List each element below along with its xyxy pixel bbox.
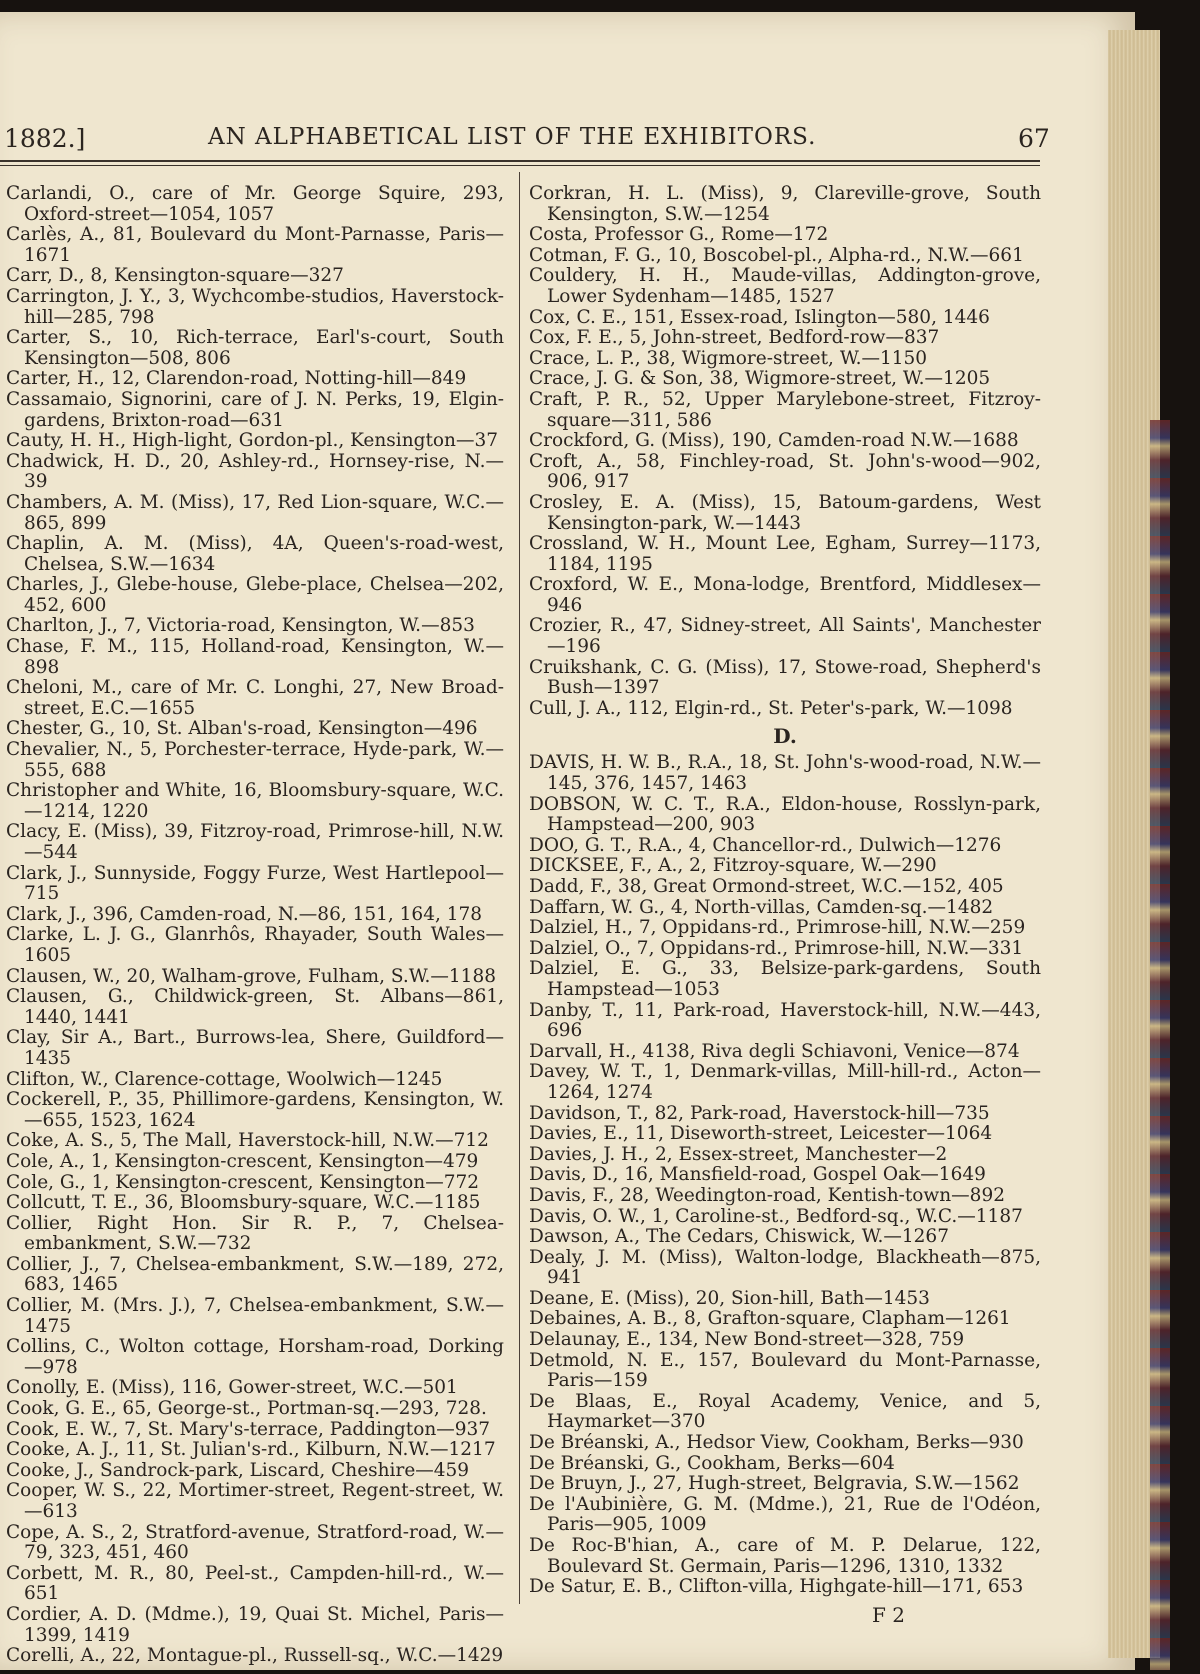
exhibitor-entry: Collier, Right Hon. Sir R. P., 7, Chelsea-embankment, S.W.—732 <box>6 1212 504 1255</box>
column-divider <box>519 172 520 1604</box>
marbled-edge <box>1150 420 1170 1670</box>
exhibitor-entry: Clacy, E. (Miss), 39, Fitzroy-road, Primrose-hill, N.W.—544 <box>6 821 504 863</box>
exhibitor-entry: De Roc-B'hian, A., care of M. P. Delarue, 122, Boulevard St. Germain, Paris—1296, 1310, 1332 <box>529 1535 1041 1577</box>
exhibitor-entry: Cordier, A. D. (Mdme.), 19, Quai St. Michel, Paris—1399, 1419 <box>6 1603 504 1646</box>
exhibitor-entry: Delaunay, E., 134, New Bond-street—328, 759 <box>529 1329 965 1351</box>
exhibitor-entry: Cox, F. E., 5, John-street, Bedford-row—837 <box>529 327 940 349</box>
exhibitor-entry: Cope, A. S., 2, Stratford-avenue, Stratford-road, W.—79, 323, 451, 460 <box>6 1521 504 1564</box>
signature-mark: F 2 <box>872 1603 905 1627</box>
exhibitor-entry: Davies, E., 11, Diseworth-street, Leicester—1064 <box>529 1123 993 1145</box>
exhibitor-entry: Davis, O. W., 1, Caroline-st., Bedford-sq., W.C.—1187 <box>529 1205 1023 1227</box>
exhibitor-entry: Christopher and White, 16, Bloomsbury-square, W.C.—1214, 1220 <box>6 780 504 822</box>
right-column-c-entries <box>529 184 1041 719</box>
exhibitor-entry: Dalziel, H., 7, Oppidans-rd., Primrose-hill, N.W.—259 <box>529 917 1026 939</box>
exhibitor-entry: Carr, D., 8, Kensington-square—327 <box>6 265 344 287</box>
exhibitor-entry: Cauty, H. H., High-light, Gordon-pl., Kensington—37 <box>6 430 498 452</box>
exhibitor-entry: Carter, H., 12, Clarendon-road, Notting-hill—849 <box>6 368 467 390</box>
exhibitor-entry: Crockford, G. (Miss), 190, Camden-road N.W.—1688 <box>529 430 1019 452</box>
exhibitor-entry: Crosley, E. A. (Miss), 15, Batoum-gardens, West Kensington-park, W.—1443 <box>529 491 1041 534</box>
exhibitor-entry: Cook, G. E., 65, George-st., Portman-sq.—293, 728. <box>6 1398 487 1420</box>
exhibitor-entry: DAVIS, H. W. B., R.A., 18, St. John's-wood-road, N.W.—145, 376, 1457, 1463 <box>529 752 1041 795</box>
exhibitor-entry: De Satur, E. B., Clifton-villa, Highgate-hill—171, 653 <box>529 1576 1024 1598</box>
exhibitor-entry: Chester, G., 10, St. Alban's-road, Kensington—496 <box>6 718 478 740</box>
exhibitor-entry: Cruikshank, C. G. (Miss), 17, Stowe-road, Shepherd's Bush—1397 <box>529 656 1041 699</box>
left-column <box>6 184 504 1667</box>
exhibitor-entry: Clifton, W., Clarence-cottage, Woolwich—1245 <box>6 1068 443 1090</box>
exhibitor-entry: Clausen, G., Childwick-green, St. Albans—861, 1440, 1441 <box>6 986 504 1028</box>
running-header <box>0 118 1050 158</box>
exhibitor-entry: Cooke, J., Sandrock-park, Liscard, Cheshire—459 <box>6 1459 470 1481</box>
exhibitor-entry: Cockerell, P., 35, Phillimore-gardens, Kensington, W.—655, 1523, 1624 <box>6 1089 504 1131</box>
exhibitor-entry: Costa, Professor G., Rome—172 <box>529 224 829 246</box>
exhibitor-entry: Carter, S., 10, Rich-terrace, Earl's-court, South Kensington—508, 806 <box>6 327 504 369</box>
header-rule-thin <box>0 165 1040 166</box>
exhibitor-entry: Croft, A., 58, Finchley-road, St. John's-wood—902, 906, 917 <box>529 450 1041 493</box>
exhibitor-entry: Collcutt, T. E., 36, Bloomsbury-square, W.C.—1185 <box>6 1192 481 1214</box>
exhibitor-entry: Clay, Sir A., Bart., Burrows-lea, Shere, Guildford—1435 <box>6 1027 504 1069</box>
exhibitor-entry: Danby, T., 11, Park-road, Haverstock-hill, N.W.—443, 696 <box>529 999 1041 1042</box>
exhibitor-entry: De Bruyn, J., 27, Hugh-street, Belgravia, S.W.—1562 <box>529 1473 1020 1495</box>
exhibitor-entry: Davidson, T., 82, Park-road, Haverstock-hill—735 <box>529 1102 990 1124</box>
exhibitor-entry: Dawson, A., The Cedars, Chiswick, W.—1267 <box>529 1226 949 1248</box>
exhibitor-entry: Collier, J., 7, Chelsea-embankment, S.W.—189, 272, 683, 1465 <box>6 1253 504 1296</box>
exhibitor-entry: Davis, F., 28, Weedington-road, Kentish-town—892 <box>529 1184 1005 1206</box>
exhibitor-entry: Dealy, J. M. (Miss), Walton-lodge, Blackheath—875, 941 <box>529 1246 1041 1289</box>
exhibitor-entry: Clark, J., Sunnyside, Foggy Furze, West Hartlepool—715 <box>6 862 504 905</box>
exhibitor-entry: Cooper, W. S., 22, Mortimer-street, Regent-street, W.—613 <box>6 1480 504 1522</box>
exhibitor-entry: Collier, M. (Mrs. J.), 7, Chelsea-embankment, S.W.—1475 <box>6 1295 504 1337</box>
exhibitor-entry: Darvall, H., 4138, Riva degli Schiavoni, Venice—874 <box>529 1040 1020 1062</box>
exhibitor-entry: Corkran, H. L. (Miss), 9, Clareville-grove, South Kensington, S.W.—1254 <box>529 183 1041 225</box>
exhibitor-entry: Carrington, J. Y., 3, Wychcombe-studios, Haverstock-hill—285, 798 <box>6 285 504 328</box>
exhibitor-entry: Crace, J. G. & Son, 38, Wigmore-street, W.—1205 <box>529 368 991 390</box>
exhibitor-entry: De Bréanski, G., Cookham, Berks—604 <box>529 1452 895 1474</box>
exhibitor-entry: Collins, C., Wolton cottage, Horsham-road, Dorking—978 <box>6 1336 504 1378</box>
exhibitor-entry: Dadd, F., 38, Great Ormond-street, W.C.—152, 405 <box>529 876 1004 897</box>
header-rule <box>0 160 1040 162</box>
exhibitor-entry: Dalziel, E. G., 33, Belsize-park-gardens, South Hampstead—1053 <box>529 958 1041 1000</box>
exhibitor-entry: Chambers, A. M. (Miss), 17, Red Lion-square, W.C.—865, 899 <box>6 491 504 534</box>
exhibitor-entry: Clark, J., 396, Camden-road, N.—86, 151, 164, 178 <box>6 903 483 925</box>
exhibitor-entry: Cheloni, M., care of Mr. C. Longhi, 27, New Broad-street, E.C.—1655 <box>6 677 504 719</box>
exhibitor-entry: Crossland, W. H., Mount Lee, Egham, Surrey—1173, 1184, 1195 <box>529 533 1041 575</box>
exhibitor-entry: Crace, L. P., 38, Wigmore-street, W.—1150 <box>529 347 928 369</box>
exhibitor-entry: Cotman, F. G., 10, Boscobel-pl., Alpha-rd., N.W.—661 <box>529 244 1024 266</box>
exhibitor-entry: Deane, E. (Miss), 20, Sion-hill, Bath—1453 <box>529 1287 930 1309</box>
exhibitor-entry: Davis, D., 16, Mansfield-road, Gospel Oak—1649 <box>529 1164 986 1186</box>
exhibitor-entry: Charles, J., Glebe-house, Glebe-place, Chelsea—202, 452, 600 <box>6 574 504 616</box>
header-title: AN ALPHABETICAL LIST OF THE EXHIBITORS. <box>208 124 817 150</box>
exhibitor-entry: Carlandi, O., care of Mr. George Squire, 293, Oxford-street—1054, 1057 <box>6 183 504 225</box>
exhibitor-entry: Detmold, N. E., 157, Boulevard du Mont-Parnasse, Paris—159 <box>529 1349 1041 1392</box>
exhibitor-entry: Dalziel, O., 7, Oppidans-rd., Primrose-hill, N.W.—331 <box>529 937 1024 959</box>
exhibitor-entry: Davey, W. T., 1, Denmark-villas, Mill-hill-rd., Acton—1264, 1274 <box>529 1061 1041 1103</box>
exhibitor-entry: Cook, E. W., 7, St. Mary's-terrace, Paddington—937 <box>6 1418 491 1440</box>
exhibitor-entry: Craft, P. R., 52, Upper Marylebone-street, Fitzroy-square—311, 586 <box>529 388 1041 431</box>
exhibitor-entry: DICKSEE, F., A., 2, Fitzroy-square, W.—290 <box>529 855 937 877</box>
right-column-d-entries <box>529 753 1041 1597</box>
exhibitor-entry: Cox, C. E., 151, Essex-road, Islington—580, 1446 <box>529 306 990 328</box>
exhibitor-entry: Corbett, M. R., 80, Peel-st., Campden-hill-rd., W.—651 <box>6 1562 504 1605</box>
exhibitor-entry: Conolly, E. (Miss), 116, Gower-street, W.C.—501 <box>6 1377 458 1399</box>
exhibitor-entry: Corelli, A., 22, Montague-pl., Russell-sq., W.C.—1429 <box>6 1645 504 1667</box>
exhibitor-entry: Clarke, L. J. G., Glanrhôs, Rhayader, South Wales—1605 <box>6 924 504 966</box>
exhibitor-entry: Daffarn, W. G., 4, North-villas, Camden-sq.—1482 <box>529 896 994 918</box>
exhibitor-entry: DOO, G. T., R.A., 4, Chancellor-rd., Dulwich—1276 <box>529 834 1002 856</box>
right-column <box>529 184 1041 1598</box>
exhibitor-entry: Crozier, R., 47, Sidney-street, All Saints', Manchester—196 <box>529 615 1041 658</box>
exhibitor-entry: Coke, A. S., 5, The Mall, Haverstock-hill, N.W.—712 <box>6 1130 489 1152</box>
exhibitor-entry: Davies, J. H., 2, Essex-street, Manchester—2 <box>529 1143 948 1165</box>
exhibitor-entry: Croxford, W. E., Mona-lodge, Brentford, Middlesex—946 <box>529 574 1041 616</box>
exhibitor-entry: Chevalier, N., 5, Porchester-terrace, Hyde-park, W.—555, 688 <box>6 739 504 781</box>
exhibitor-entry: Carlès, A., 81, Boulevard du Mont-Parnasse, Paris—1671 <box>6 224 504 266</box>
section-heading-d: D. <box>773 724 797 749</box>
exhibitor-entry: Cole, A., 1, Kensington-crescent, Kensington—479 <box>6 1150 479 1172</box>
exhibitor-entry: Couldery, H. H., Maude-villas, Addington-grove, Lower Sydenham—1485, 1527 <box>529 265 1041 307</box>
exhibitor-entry: Cooke, A. J., 11, St. Julian's-rd., Kilburn, N.W.—1217 <box>6 1439 496 1461</box>
exhibitor-entry: De Bréanski, A., Hedsor View, Cookham, Berks—930 <box>529 1432 1024 1454</box>
exhibitor-entry: Cull, J. A., 112, Elgin-rd., St. Peter's-park, W.—1098 <box>529 697 1013 719</box>
exhibitor-entry: Chadwick, H. D., 20, Ashley-rd., Hornsey-rise, N.—39 <box>6 450 504 493</box>
exhibitor-entry: De l'Aubinière, G. M. (Mdme.), 21, Rue de l'Odéon, Paris—905, 1009 <box>529 1493 1041 1536</box>
exhibitor-entry: Charlton, J., 7, Victoria-road, Kensington, W.—853 <box>6 615 475 637</box>
exhibitor-entry: De Blaas, E., Royal Academy, Venice, and 5, Haymarket—370 <box>529 1390 1041 1433</box>
exhibitor-entry: DOBSON, W. C. T., R.A., Eldon-house, Rosslyn-park, Hampstead—200, 903 <box>529 793 1041 836</box>
exhibitor-entry: Chase, F. M., 115, Holland-road, Kensington, W.—898 <box>6 636 504 678</box>
header-year: 1882.] <box>4 124 86 153</box>
exhibitor-entry: Chaplin, A. M. (Miss), 4A, Queen's-road-west, Chelsea, S.W.—1634 <box>6 533 504 575</box>
page-number: 67 <box>1018 124 1050 153</box>
exhibitor-entry: Debaines, A. B., 8, Grafton-square, Clapham—1261 <box>529 1308 1011 1330</box>
exhibitor-entry: Cole, G., 1, Kensington-crescent, Kensington—772 <box>6 1171 480 1193</box>
exhibitor-entry: Clausen, W., 20, Walham-grove, Fulham, S.W.—1188 <box>6 965 496 987</box>
exhibitor-entry: Cassamaio, Signorini, care of J. N. Perks, 19, Elgin-gardens, Brixton-road—631 <box>6 388 504 431</box>
